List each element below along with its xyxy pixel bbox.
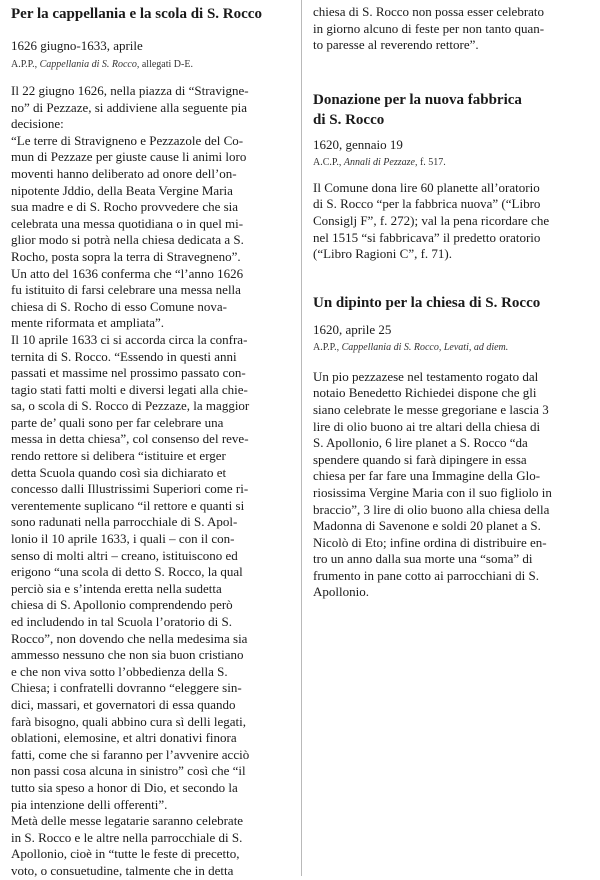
text-line: Apollonio.	[313, 584, 369, 600]
text-line: in giorno alcuno di feste per non tanto quan-	[313, 20, 545, 36]
right-column	[313, 4, 593, 601]
section-title	[313, 293, 593, 313]
text-line: di S. Rocco “per la fabbrica nuova” (“Libro	[313, 196, 541, 212]
text-line: sono radunati nella parrocchiale di S. Apol-	[11, 514, 238, 530]
text-line: ammesso nessuno che non sia buon cristiano	[11, 647, 244, 663]
text-line: ed includendo in tal Scuola l’oratorio di S.	[11, 614, 232, 629]
text-line: erigono “una scola di detto S. Rocco, la qual	[11, 564, 243, 580]
text-line: parte de’ quali sono per far celebrare una	[11, 414, 224, 430]
text-line: chiesa di S. Rocco non possa esser celebrato	[313, 4, 545, 19]
reference-archive: A.P.P.,	[313, 341, 342, 353]
text-line: farà bisogno, quali abbino cura sì delli legati,	[11, 713, 247, 729]
section-body	[11, 83, 291, 880]
text-line: celebrata una messa quotidiana o in quel mi-	[11, 215, 244, 231]
reference-archive: A.C.P.,	[313, 156, 344, 168]
text-line: decisione:	[11, 116, 64, 132]
text-line: nel 1515 “si fabbricava” il predetto oratorio	[313, 229, 541, 245]
text-line: pia intenzione delli offerenti”.	[11, 796, 168, 812]
section-reference	[313, 156, 593, 170]
text-line: in S. Rocco e le altre nella parrocchiale di S.	[11, 829, 243, 845]
text-line: non passi cosa alcuna in sinistro” così che “il	[11, 763, 246, 779]
section-title	[313, 90, 593, 130]
text-line: fu istituito di farsi celebrare una messa nella	[11, 282, 241, 298]
text-line: chiesa di S. Rocho di esso Comune nova-	[11, 298, 227, 314]
continuation-text	[313, 4, 593, 54]
section-date: 1620, gennaio 19	[313, 136, 403, 152]
reference-suffix: , allegati D-E.	[136, 59, 193, 70]
reference-suffix: , f. 517.	[414, 156, 446, 168]
title-line: Un dipinto per la chiesa di S. Rocco	[313, 294, 541, 311]
title-line: di S. Rocco	[313, 111, 385, 128]
section-title: Per la cappellania e la scola di S. Rocco	[11, 6, 262, 22]
text-line: “Le terre di Stravigneno e Pezzazole del Co-	[11, 132, 244, 148]
text-line: detta Scuola quando così sia dichiarato et	[11, 464, 227, 480]
text-line: concesso dalli Illustrissimi Superiori come ri-	[11, 481, 249, 497]
text-line: glior modo si potrà nella chiesa dedicata a S.	[11, 232, 244, 248]
text-line: ternita di S. Rocco. “Essendo in questi anni	[11, 348, 237, 364]
section-body	[313, 180, 593, 263]
text-line: fatti, come che si faranno per l’avvenire acciò	[11, 746, 250, 762]
text-line: chiesa di S. Apollonio comprendendo però	[11, 597, 233, 613]
text-line: Metà delle messe legatarie saranno celebrate	[11, 813, 244, 829]
text-line: messa in detta chiesa”, col consenso del reve-	[11, 431, 249, 447]
text-line: frumento in pane cotto ai parrocchiani di S.	[313, 567, 539, 583]
text-line: tagio stati fatti molti e diversi legati alla chie-	[11, 381, 248, 397]
text-line: nipotente Jddio, della Beata Vergine Maria	[11, 182, 233, 198]
text-line: e che non viva sotto l’obbedienza della S.	[11, 663, 228, 679]
text-line: sa, o scola di S. Rocco di Pezzaze, la maggior	[11, 398, 250, 414]
text-line: (“Libro Ragioni C”, f. 71).	[313, 246, 452, 262]
text-line: Madonna di Savenone e soldi 20 planet a S.	[313, 518, 541, 534]
text-line: Un pio pezzazese nel testamento rogato dal	[313, 368, 539, 384]
reference-title: Cappellania di S. Rocco	[39, 59, 137, 70]
title-line: Donazione per la nuova fabbrica	[313, 91, 522, 108]
left-column	[11, 4, 291, 880]
reference-archive: A.P.P.,	[11, 59, 40, 70]
text-line: riosissima Vergine Maria con il suo figliolo in	[313, 484, 552, 500]
reference-title: Cappellania di S. Rocco, Levati, ad diem.	[341, 341, 509, 353]
text-line: Un atto del 1636 conferma che “l’anno 1626	[11, 265, 244, 281]
text-line: tutto sia speso a honor di Dio, et secondo la	[11, 779, 238, 795]
text-line: S. Apollonio, 6 lire planet a S. Rocco “da	[313, 435, 528, 451]
section-dipinto	[313, 293, 593, 601]
text-line: rendo rettore si delibera “istituire et erger	[11, 448, 226, 464]
section-reference	[11, 58, 291, 72]
text-line: Apollonio, cioè in “tutte le feste di precetto,	[11, 846, 240, 862]
text-line: Rocco”, non dovendo che nella medesima sia	[11, 630, 248, 646]
text-line: siano celebrate le messe gregoriane e lascia 3	[313, 401, 549, 417]
text-line: Rocho, posta sopra la terra di Stravegneno”.	[11, 248, 241, 264]
text-line: senso di molti altri – creano, istituiscono ed	[11, 547, 238, 563]
text-line: Nicolò di Eto; infine ordina di distribuire en-	[313, 534, 547, 550]
text-line: Il 22 giugno 1626, nella piazza di “Stravigne-	[11, 83, 249, 98]
text-line: voto, o consuetudine, talmente che in detta	[11, 862, 234, 878]
text-line: dici, massari, et governatori di essa quando	[11, 696, 236, 712]
text-line: lire di olio buono ai tre altari della chiesa di	[313, 418, 541, 434]
text-line: oblationi, elemosine, et altri donativi finora	[11, 730, 237, 746]
section-reference	[313, 341, 593, 355]
text-line: to paresse al reverendo rettore”.	[313, 37, 479, 53]
column-divider	[301, 0, 302, 876]
section-body	[313, 369, 593, 601]
text-line: chiesa per far fare una Immagine della Glo-	[313, 468, 541, 484]
text-line: perciò sia e s’intenda eretta nella sudetta	[11, 580, 222, 596]
text-line: passati et massime nel prossimo passato con-	[11, 365, 246, 381]
text-line: Il Comune dona lire 60 planette all’oratorio	[313, 179, 540, 195]
text-line: sua madre e di S. Rocho provvedere che sia	[11, 199, 239, 215]
section-donazione	[313, 90, 593, 263]
text-line: spendere quando si farà dipingere in essa	[313, 451, 527, 467]
section-date: 1626 giugno-1633, aprile	[11, 38, 143, 53]
reference-title: Annali di Pezzaze	[343, 156, 415, 168]
text-line: braccio”, 3 lire di olio buono alla chiesa della	[313, 501, 550, 517]
text-line: Consiglj F”, f. 272); val la pena ricordare che	[313, 212, 550, 228]
text-line: verentemente suplicano “il rettore e quanti si	[11, 497, 245, 513]
text-line: mente riformata et ampliata”.	[11, 315, 165, 331]
text-line: tro un anno dalla sua morte una “soma” di	[313, 551, 533, 567]
text-line: Chiesa; i confratelli dovranno “eleggere sin-	[11, 680, 242, 696]
text-line: moventi hanno deliberato ad onore dell’on-	[11, 165, 237, 181]
text-line: notaio Benedetto Richiedei dispone che gli	[313, 385, 537, 401]
section-date: 1620, aprile 25	[313, 321, 392, 337]
text-line: no” di Pezzaze, si addiviene alla seguente pia	[11, 99, 248, 115]
text-line: Il 10 aprile 1633 ci si accorda circa la confra-	[11, 331, 248, 347]
text-line: lonio il 10 aprile 1633, i quali – con il con-	[11, 531, 235, 547]
text-line: mun di Pezzaze per giuste cause li animi loro	[11, 149, 247, 165]
